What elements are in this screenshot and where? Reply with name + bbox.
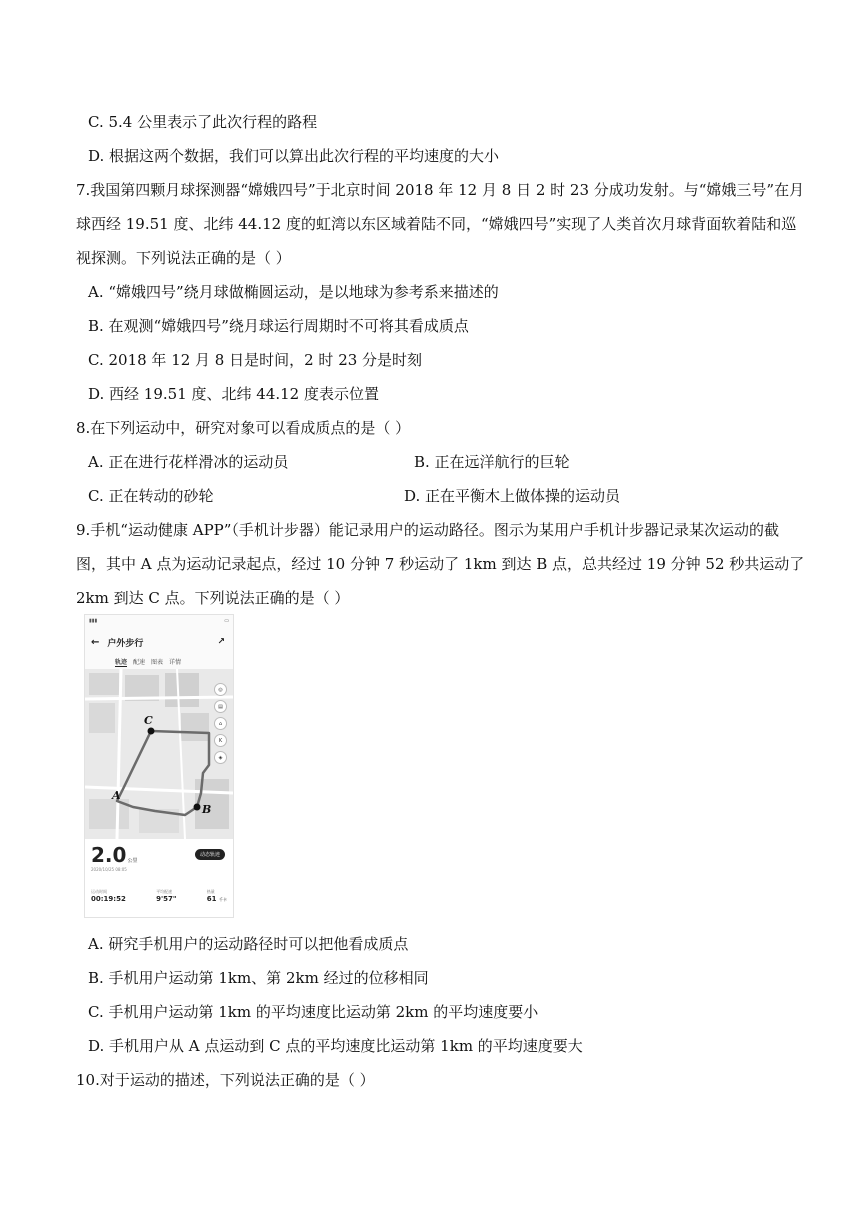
map-view-icon[interactable]: ▤ xyxy=(214,700,227,713)
q9-stem-line-3: 2km 到达 C 点。下列说法正确的是（ ） xyxy=(76,589,350,607)
map-controls xyxy=(214,683,227,764)
point-a-label: A xyxy=(112,789,121,802)
point-c-label: C xyxy=(144,714,153,727)
q8-option-a: A. 正在进行花样滑冰的运动员 xyxy=(88,453,289,471)
signal-icon: ▮▮▮ xyxy=(89,618,98,624)
stat-time-value: 00:19:52 xyxy=(91,895,126,903)
q9-stem-line-2: 图，其中 A 点为运动记录起点，经过 10 分钟 7 秒运动了 1km 到达 B 点，总共经过 19 分钟 52 秒共运动了 xyxy=(76,555,805,573)
locate-icon[interactable]: ◎ xyxy=(214,683,227,696)
q9-option-a: A. 研究手机用户的运动路径时可以把他看成质点 xyxy=(88,935,409,953)
record-date: 2020/10/25 08:05 xyxy=(91,867,127,872)
q9-option-c: C. 手机用户运动第 1km 的平均速度比运动第 2km 的平均速度要小 xyxy=(88,1003,539,1021)
q7-option-d: D. 西经 19.51 度、北纬 44.12 度表示位置 xyxy=(88,385,379,403)
app-tabs xyxy=(115,657,181,667)
point-c-marker xyxy=(148,728,155,735)
q6-option-c: C. 5.4 公里表示了此次行程的路程 xyxy=(88,113,318,131)
q7-option-a: A. “嫦娥四号”绕月球做椭圆运动，是以地球为参考系来描述的 xyxy=(88,283,499,301)
stat-calories-value: 61 千卡 xyxy=(206,895,227,903)
q9-option-d: D. 手机用户从 A 点运动到 C 点的平均速度比运动第 1km 的平均速度要大 xyxy=(88,1037,583,1055)
point-b-label: B xyxy=(202,803,212,816)
tab-track[interactable]: 轨迹 xyxy=(115,659,128,666)
layers-icon[interactable]: ◈ xyxy=(214,751,227,764)
back-arrow-icon[interactable]: ← xyxy=(91,636,100,648)
q9-stem-line-1: 9.手机“运动健康 APP”（手机计步器）能记录用户的运动路径。图示为某用户手机计步器记录某次运动的截 xyxy=(76,521,779,539)
summary-panel xyxy=(85,839,233,917)
stat-calories-label: 热量 xyxy=(206,889,215,894)
stat-pace-label: 平均配速 xyxy=(156,889,173,894)
phone-status-bar xyxy=(89,618,229,626)
stat-calories xyxy=(207,889,227,903)
stat-pace-value: 9'57" xyxy=(156,895,177,903)
fitness-app-screenshot xyxy=(84,614,234,918)
q8-option-b: B. 正在远洋航行的巨轮 xyxy=(414,453,570,471)
tab-chart[interactable]: 图表 xyxy=(151,659,164,666)
km-marker-icon[interactable]: K xyxy=(214,734,227,747)
q8-option-c: C. 正在转动的砂轮 xyxy=(88,487,214,505)
stat-time-label: 运动时间 xyxy=(91,889,107,894)
q7-option-b: B. 在观测“嫦娥四号”绕月球运行周期时不可将其看成质点 xyxy=(88,317,469,335)
q10-stem: 10.对于运动的描述，下列说法正确的是（ ） xyxy=(76,1071,375,1089)
share-icon[interactable]: ↗ xyxy=(217,637,225,647)
q8-option-d: D. 正在平衡木上做体操的运动员 xyxy=(404,487,621,505)
dynamic-track-button[interactable]: 动态轨迹 xyxy=(195,849,225,860)
q7-stem-line-3: 视探测。下列说法正确的是（ ） xyxy=(76,249,291,267)
battery-icon: ▭ xyxy=(224,618,229,624)
stat-pace xyxy=(156,889,176,903)
q7-stem-line-1: 7.我国第四颗月球探测器“嫦娥四号”于北京时间 2018 年 12 月 8 日 2 时 23 分成功发射。与“嫦娥三号”在月 xyxy=(76,181,805,199)
app-header xyxy=(91,635,225,649)
distance-unit: 公里 xyxy=(127,858,138,864)
q9-option-b: B. 手机用户运动第 1km、第 2km 经过的位移相同 xyxy=(88,969,429,987)
q8-stem: 8.在下列运动中，研究对象可以看成质点的是（ ） xyxy=(76,419,411,437)
shoe-icon[interactable]: ⌂ xyxy=(214,717,227,730)
route-map xyxy=(85,669,233,839)
tab-pace[interactable]: 配速 xyxy=(133,659,146,666)
app-header-title: 户外步行 xyxy=(107,638,144,649)
q6-option-d: D. 根据这两个数据，我们可以算出此次行程的平均速度的大小 xyxy=(88,147,500,165)
stat-time xyxy=(91,889,126,903)
stats-row xyxy=(91,889,227,903)
point-b-marker xyxy=(194,804,201,811)
tab-detail[interactable]: 详情 xyxy=(169,659,182,666)
q7-stem-line-2: 球西经 19.51 度、北纬 44.12 度的虹湾以东区域着陆不同，“嫦娥四号”实现了人类首次月球背面软着陆和巡 xyxy=(76,215,797,233)
q7-option-c: C. 2018 年 12 月 8 日是时间，2 时 23 分是时刻 xyxy=(88,351,423,369)
distance-value: 2.0公里 xyxy=(91,843,138,867)
